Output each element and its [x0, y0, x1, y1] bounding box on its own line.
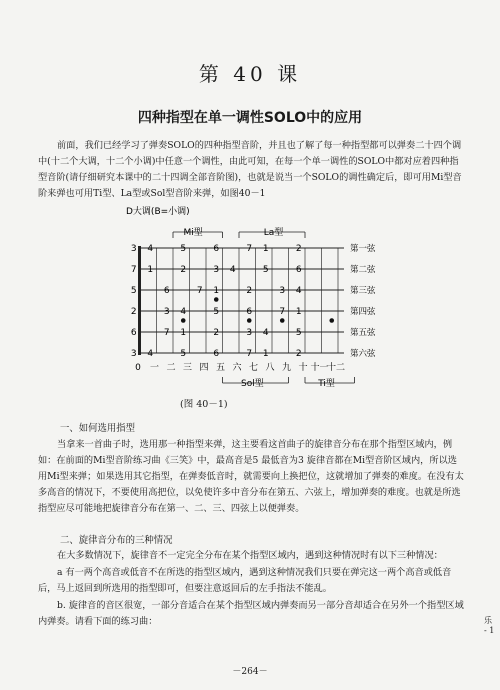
note-number: 3: [246, 328, 253, 338]
mi-label: Mi型: [183, 228, 203, 238]
note-number: 5: [213, 307, 220, 317]
margin-note: 乐 - 1: [484, 616, 495, 635]
fret-number: 二: [166, 363, 176, 373]
note-number: 1: [147, 265, 154, 275]
fret-number: 七: [248, 363, 259, 373]
section2-intro: 在大多数情况下，旋律音不一定完全分布在某个指型区域内，遇到这种情况时有以下三种情况：: [57, 550, 443, 561]
note-number: 7: [130, 265, 137, 275]
note-number: 7: [246, 349, 253, 359]
note-number: 5: [262, 265, 269, 275]
string-label: 第三弦: [350, 286, 376, 296]
nut: [138, 246, 141, 355]
fret-number: 十二: [326, 363, 346, 373]
string-label: 第五弦: [350, 328, 376, 338]
string-label: 第一弦: [350, 244, 376, 254]
note-number: 1: [262, 349, 269, 359]
note-number: 6: [246, 307, 253, 317]
position-dot: [181, 318, 186, 323]
fret-number: 三: [182, 363, 193, 373]
note-number: 3: [130, 349, 137, 359]
case-b-text: b. 旋律音的音区很宽，一部分音适合在某个指型区域内弹奏而另一部分音却适合在另外一个指型区域内弹奏。请看下面的练习曲：: [38, 600, 464, 627]
note-number: 4: [295, 286, 302, 296]
note-number: 3: [163, 307, 170, 317]
key-label: D大调(B=小调): [126, 207, 190, 217]
fret-number: 一: [149, 363, 160, 373]
fret-number: 十: [298, 363, 308, 373]
sol-label: Sol型: [241, 379, 264, 389]
intro-paragraph: 前面，我们已经学习了弹奏SOLO的四种指型音阶，并且也了解了每一种指型都可以弹奏二十四个调中(十二个大调，十二个小调)中任意一个调性，由此可知，在每一个单一调性的SOLO中都对应着四种指型音阶(请仔细研究本课中的二十四调全部音阶图)，也就是说当一个SOLO的调性确定后，即可用Mi型音阶来弹也可用Ti型、La型或Sol型音阶来弹，如图40－1: [38, 140, 462, 199]
note-number: 2: [295, 349, 302, 359]
note-number: 1: [180, 328, 187, 338]
position-dot: [329, 318, 334, 323]
page-subtitle: 四种指型在单一调性SOLO中的应用: [137, 110, 363, 126]
note-number: 5: [180, 244, 187, 254]
note-number: 4: [180, 307, 187, 317]
note-number: 6: [295, 265, 302, 275]
note-number: 6: [163, 286, 170, 296]
note-number: 7: [163, 328, 170, 338]
note-number: 1: [295, 307, 302, 317]
fret-number: 九: [281, 363, 292, 373]
note-number: 3: [213, 265, 220, 275]
fret-number: 十一: [310, 363, 329, 373]
note-number: 3: [279, 286, 286, 296]
note-number: 7: [196, 286, 203, 296]
note-number: 7: [279, 307, 286, 317]
note-number: 2: [295, 244, 302, 254]
note-number: 4: [147, 244, 154, 254]
section1-text: 当拿来一首曲子时，选用那一种指型来弹，这主要看这首曲子的旋律音分布在那个指型区域内，例如：在前面的Mi型音阶练习曲《三笑》中，最高音是5 最低音为3 旋律音都在Mi型音阶区域内，所以选用Mi型来弹；如果选用其它指型，在弹奏低音时，就需要向上换把位，这就增加了弹奏的难度。在没有太多高音的情况下，不要使用高把位，以免使许多中音分布在第五、六弦上，增加弹奏的难度。也就是所选指型应尽可能地把旋律音分布在第一、二、三、四弦上以便弹奏。: [38, 439, 464, 514]
ti-label: Ti型: [318, 379, 335, 389]
note-number: 5: [295, 328, 302, 338]
note-number: 4: [147, 349, 154, 359]
note-number: 6: [130, 328, 137, 338]
note-number: 2: [246, 286, 253, 296]
note-number: 4: [229, 265, 236, 275]
string-label: 第四弦: [350, 307, 376, 317]
string-label: 第六弦: [350, 349, 376, 359]
fret-number: 0: [135, 363, 141, 373]
note-number: 2: [180, 265, 187, 275]
note-number: 1: [262, 244, 269, 254]
note-number: 2: [130, 307, 137, 317]
note-number: 3: [130, 244, 137, 254]
section1-title: 一、如何选用指型: [60, 423, 136, 434]
position-dot: [280, 318, 285, 323]
fret-number: 五: [215, 363, 226, 373]
lesson-title: 第 40 课: [198, 62, 302, 86]
page-number: －264－: [232, 667, 268, 677]
note-number: 5: [180, 349, 187, 359]
fret-number: 四: [199, 363, 209, 373]
note-number: 5: [130, 286, 137, 296]
note-number: 7: [246, 244, 253, 254]
la-label: La型: [263, 228, 284, 238]
position-dot: [247, 318, 252, 323]
fret-number: 六: [232, 363, 242, 373]
note-number: 1: [213, 286, 220, 296]
figure-caption: (图 40－1): [180, 399, 228, 410]
fretboard-diagram: [100, 200, 400, 395]
note-number: 6: [213, 244, 220, 254]
fret-number: 八: [265, 363, 275, 373]
string-label: 第二弦: [350, 265, 376, 275]
note-number: 4: [262, 328, 269, 338]
note-number: 2: [213, 328, 220, 338]
note-number: 6: [213, 349, 220, 359]
section2-title: 二、旋律音分布的三种情况: [60, 535, 173, 546]
case-a-text: a 有一两个高音或低音不在所选的指型区域内，遇到这种情况我们只要在弹完这一两个高音或低音后，马上返回到所选用的指型即可，但要注意返回后的左手指法不能乱。: [38, 567, 452, 594]
position-dot: [214, 297, 219, 302]
